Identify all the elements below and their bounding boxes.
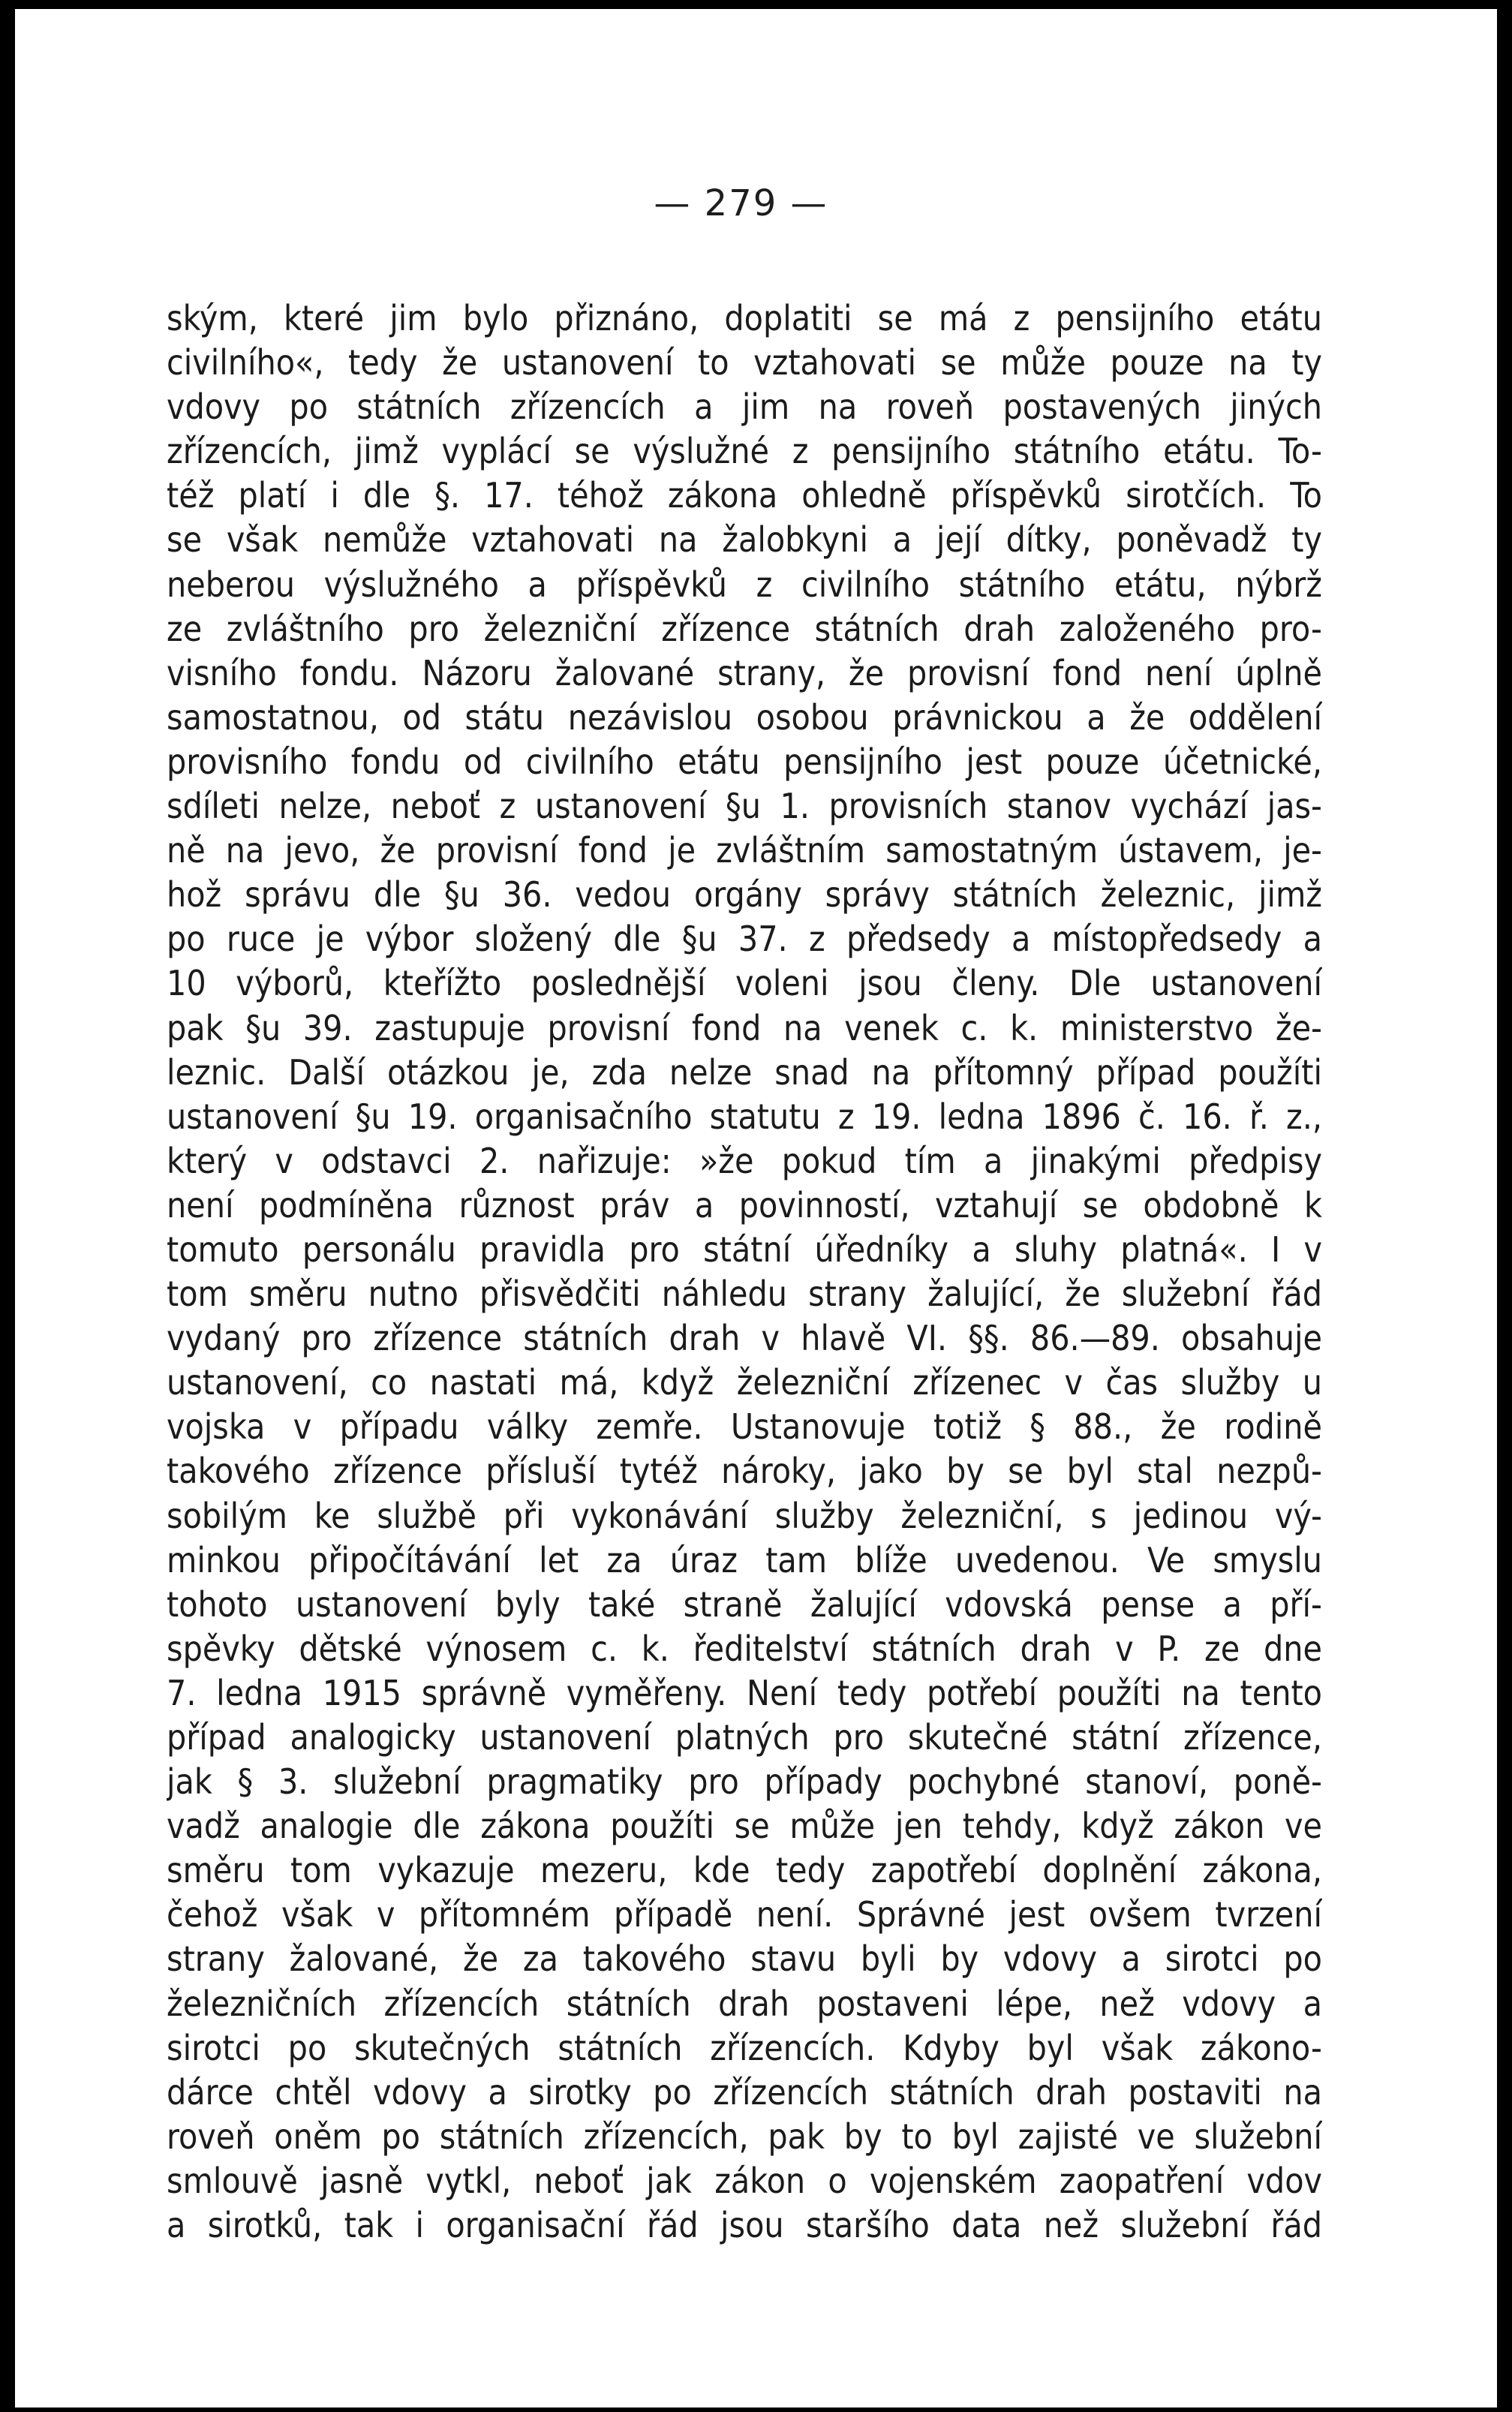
text-line: není podmíněna různost práv a povinností, vztahují se obdobně k bbox=[167, 1184, 1322, 1226]
text-line: ustanovení, co nastati má, když železniční zřízenec v čas služby u bbox=[167, 1362, 1322, 1403]
text-line: tom směru nutno přisvědčiti náhledu strany žalující, že služební řád bbox=[167, 1274, 1322, 1315]
text-line: ustanovení §u 19. organisačního statutu z 19. ledna 1896 č. 16. ř. z., bbox=[167, 1096, 1322, 1137]
text-line: se však nemůže vztahovati na žalobkyni a její dítky, poněvadž ty bbox=[167, 519, 1322, 561]
text-line: strany žalované, že za takového stavu byli by vdovy a sirotci po bbox=[167, 1938, 1322, 1980]
text-line: ze zvláštního pro železniční zřízence státních drah založeného pro- bbox=[167, 608, 1322, 649]
text-line: též platí i dle §. 17. téhož zákona ohledně příspěvků sirotčích. To bbox=[167, 475, 1322, 516]
text-line: zřízencích, jimž vyplácí se výslužné z pensijního státního etátu. To- bbox=[167, 431, 1322, 472]
text-line: železničních zřízencích státních drah postaveni lépe, než vdovy a bbox=[167, 1983, 1322, 2024]
text-line: neberou výslužného a příspěvků z civilního státního etátu, nýbrž bbox=[167, 564, 1322, 605]
text-line: takového zřízence přísluší tytéž nároky, jako by se byl stal nezpů- bbox=[167, 1451, 1322, 1492]
text-line: vadž analogie dle zákona použíti se může jen tehdy, když zákon ve bbox=[167, 1806, 1322, 1847]
text-line: pak §u 39. zastupuje provisní fond na venek c. k. ministerstvo že- bbox=[167, 1007, 1322, 1048]
text-line: tomuto personálu pravidla pro státní úředníky a sluhy platná«. I v bbox=[167, 1229, 1322, 1270]
text-line: vdovy po státních zřízencích a jim na roveň postavených jiných bbox=[167, 386, 1322, 428]
text-line: a sirotků, tak i organisační řád jsou staršího data než služební řád bbox=[167, 2205, 1322, 2246]
text-line: který v odstavci 2. nařizuje: »že pokud tím a jinakými předpisy bbox=[167, 1140, 1322, 1181]
text-line: spěvky dětské výnosem c. k. ředitelství státních drah v P. ze dne bbox=[167, 1628, 1322, 1669]
text-line: dárce chtěl vdovy a sirotky po zřízencích státních drah postaviti na bbox=[167, 2071, 1322, 2113]
text-line: čehož však v přítomném případě není. Správné jest ovšem tvrzení bbox=[167, 1894, 1322, 1935]
text-line: 10 výborů, kteřížto poslednější voleni jsou členy. Dle ustanovení bbox=[167, 963, 1322, 1004]
text-line: 7. ledna 1915 správně vyměřeny. Není tedy potřebí použíti na tento bbox=[167, 1672, 1322, 1713]
text-line: hož správu dle §u 36. vedou orgány správy státních železnic, jimž bbox=[167, 874, 1322, 916]
text-line: samostatnou, od státu nezávislou osobou právnickou a že oddělení bbox=[167, 696, 1322, 738]
text-line: sobilým ke službě při vykonávání služby železniční, s jedinou vý- bbox=[167, 1495, 1322, 1536]
text-line: vojska v případu války zemře. Ustanovuje totiž § 88., že rodině bbox=[167, 1406, 1322, 1448]
text-line: vydaný pro zřízence státních drah v hlavě VI. §§. 86.—89. obsahuje bbox=[167, 1318, 1322, 1359]
text-line: leznic. Další otázkou je, zda nelze snad na přítomný případ použíti bbox=[167, 1051, 1322, 1093]
text-line: minkou připočítávání let za úraz tam blíže uvedenou. Ve smyslu bbox=[167, 1539, 1322, 1580]
text-line: směru tom vykazuje mezeru, kde tedy zapotřebí doplnění zákona, bbox=[167, 1850, 1322, 1891]
text-line: tohoto ustanovení byly také straně žalující vdovská pense a pří- bbox=[167, 1583, 1322, 1625]
text-line: ně na jevo, že provisní fond je zvláštním samostatným ústavem, je- bbox=[167, 830, 1322, 871]
text-line: sirotci po skutečných státních zřízencích. Kdyby byl však zákono- bbox=[167, 2027, 1322, 2068]
text-line: smlouvě jasně vytkl, neboť jak zákon o vojenském zaopatření vdov bbox=[167, 2160, 1322, 2201]
text-line: visního fondu. Názoru žalované strany, že provisní fond není úplně bbox=[167, 652, 1322, 693]
text-line: po ruce je výbor složený dle §u 37. z předsedy a místopředsedy a bbox=[167, 919, 1322, 960]
text-line: jak § 3. služební pragmatiky pro případy pochybné stanoví, poně- bbox=[167, 1761, 1322, 1803]
text-line: civilního«, tedy že ustanovení to vztahovati se může pouze na ty bbox=[167, 342, 1322, 383]
text-line: roveň oněm po státních zřízencích, pak by to byl zajisté ve služební bbox=[167, 2116, 1322, 2157]
page-number: — 279 — bbox=[654, 182, 828, 224]
text-line: případ analogicky ustanovení platných pro skutečné státní zřízence, bbox=[167, 1717, 1322, 1758]
text-line: ským, které jim bylo přiznáno, doplatiti se má z pensijního etátu bbox=[167, 298, 1322, 338]
text-line: sdíleti nelze, neboť z ustanovení §u 1. provisních stanov vychází jas- bbox=[167, 786, 1322, 827]
body-text bbox=[167, 296, 1322, 2248]
text-line: provisního fondu od civilního etátu pensijního jest pouze účetnické, bbox=[167, 741, 1322, 782]
